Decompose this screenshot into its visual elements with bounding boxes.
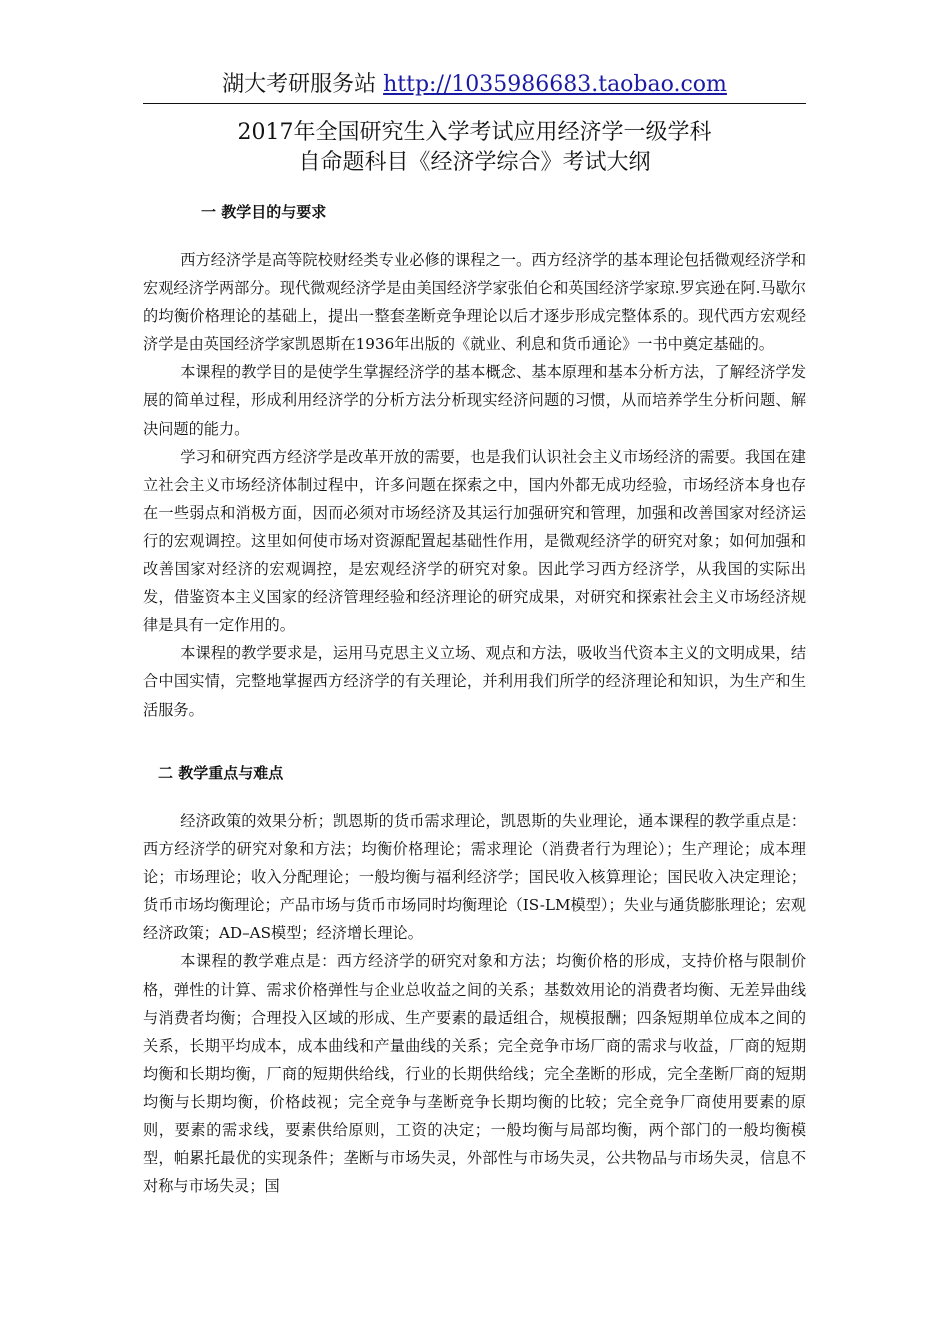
page-header xyxy=(143,70,806,100)
header-divider xyxy=(143,103,806,104)
paragraph: 学习和研究西方经济学是改革开放的需要，也是我们认识社会主义市场经济的需要。我国在建立社会主义市场经济体制过程中，许多问题在探索之中，国内外都无成功经验，市场经济本身也存在一些弱点和消极方面，因而必须对市场经济及其运行加强研究和管理，加强和改善国家对经济运行的宏观调控。这里如何使市场对资源配置起基础性作用，是微观经济学的研究对象；如何加强和改善国家对经济的宏观调控，是宏观经济学的研究对象。因此学习西方经济学，从我国的实际出发，借鉴资本主义国家的经济管理经验和经济理论的研究成果，对研究和探索社会主义市场经济规律是具有一定作用的。 xyxy=(143,447,806,635)
paragraph: 本课程的教学难点是：西方经济学的研究对象和方法；均衡价格的形成，支持价格与限制价格，弹性的计算、需求价格弹性与企业总收益之间的关系；基数效用论的消费者均衡、无差异曲线与消费者均衡；合理投入区域的形成、生产要素的最适组合，规模报酬；四条短期单位成本之间的关系，长期平均成本，成本曲线和产量曲线的关系；完全竞争市场厂商的需求与收益，厂商的短期均衡和长期均衡，厂商的短期供给线，行业的长期供给线；完全垄断的形成，完全垄断厂商的短期均衡与长期均衡，价格歧视；完全竞争与垄断竞争长期均衡的比较；完全竞争厂商使用要素的原则，要素的需求线，要素供给原则，工资的决定；一般均衡与局部均衡，两个部门的一般均衡模型，帕累托最优的实现条件；垄断与市场失灵，外部性与市场失灵，公共物品与市场失灵，信息不对称与市场失灵；国 xyxy=(143,952,806,1196)
section-heading-2: 二 教学重点与难点 xyxy=(158,764,284,782)
section-heading-1: 一 教学目的与要求 xyxy=(201,203,327,221)
paragraph: 经济政策的效果分析；凯恩斯的货币需求理论，凯恩斯的失业理论，通本课程的教学重点是：西方经济学的研究对象和方法；均衡价格理论；需求理论（消费者行为理论）；生产理论；成本理论；市场理论；收入分配理论；一般均衡与福利经济学；国民收入核算理论；国民收入决定理论；货币市场均衡理论；产品市场与货币市场同时均衡理论（IS-LM模型）；失业与通货膨胀理论；宏观经济政策；AD–AS模型；经济增长理论。 xyxy=(143,812,806,943)
site-name: 湖大考研服务站 xyxy=(222,72,377,97)
section-2-body xyxy=(143,807,806,1200)
shop-link[interactable]: http://1035986683.taobao.com xyxy=(383,72,727,97)
document-title-line-2: 自命题科目《经济学综合》考试大纲 xyxy=(298,150,651,175)
paragraph: 西方经济学是高等院校财经类专业必修的课程之一。西方经济学的基本理论包括微观经济学和宏观经济学两部分。现代微观经济学是由美国经济学家张伯仑和英国经济学家琼.罗宾逊在阿.马歇尔的均衡价格理论的基础上，提出一整套垄断竞争理论以后才逐步形成完整体系的。现代西方宏观经济学是由英国经济学家凯恩斯在1936年出版的《就业、利息和货币通论》一书中奠定基础的。 xyxy=(143,251,806,354)
paragraph: 本课程的教学目的是使学生掌握经济学的基本概念、基本原理和基本分析方法，了解经济学发展的简单过程，形成利用经济学的分析方法分析现实经济问题的习惯，从而培养学生分析问题、解决问题的能力。 xyxy=(143,363,806,438)
section-1-body xyxy=(143,246,806,724)
paragraph: 本课程的教学要求是，运用马克思主义立场、观点和方法，吸收当代资本主义的文明成果，结合中国实情，完整地掌握西方经济学的有关理论，并利用我们所学的经济理论和知识，为生产和生活服务。 xyxy=(143,644,806,719)
document-title-line-1: 2017年全国研究生入学考试应用经济学一级学科 xyxy=(237,120,712,145)
